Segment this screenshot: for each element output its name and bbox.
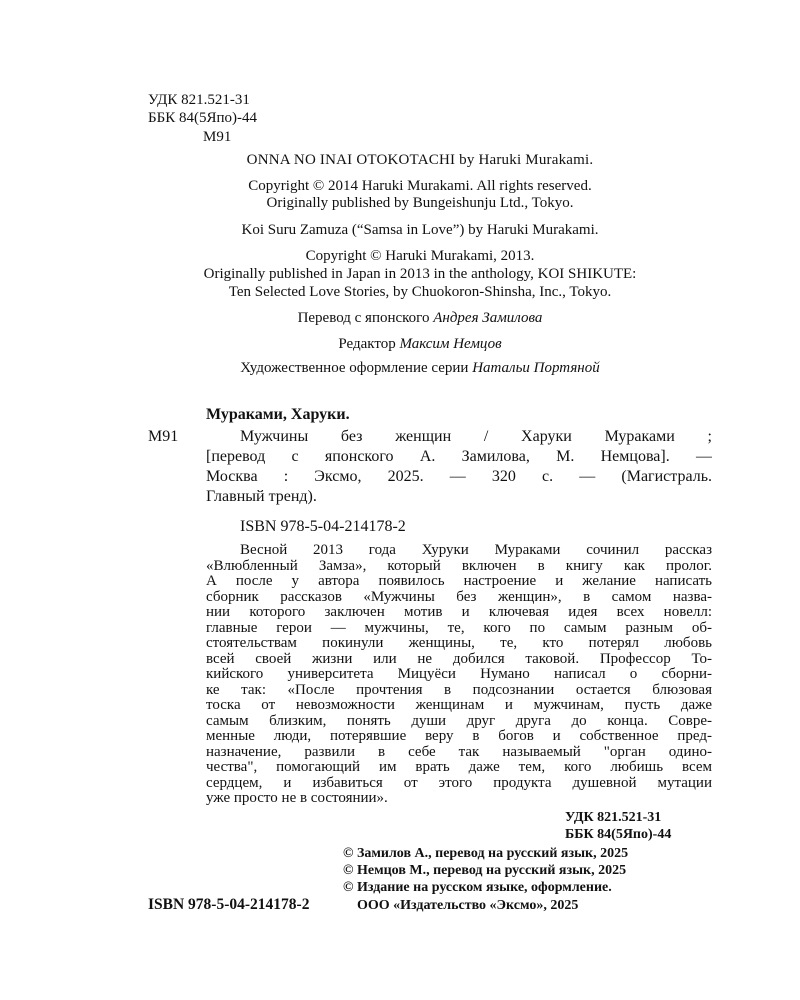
translation-credit bbox=[140, 309, 700, 327]
footer-isbn: ISBN 978-5-04-214178-2 bbox=[148, 896, 310, 913]
editor-name: Максим Немцов bbox=[399, 336, 502, 352]
design-credit bbox=[140, 359, 700, 377]
annotation-line: А после у автора появилось настроение и желание написать bbox=[206, 573, 712, 589]
editor-label: Редактор bbox=[338, 336, 400, 352]
annotation-line: назначение, развили в себе так называемый "орган одино- bbox=[206, 743, 712, 760]
original-title-line: ONNA NO INAI OTOKOTACHI by Haruki Murakami. bbox=[246, 152, 594, 168]
published-japan: Originally published in Japan in 2013 in the anthology, KOI SHIKUTE: bbox=[203, 266, 637, 282]
published-bungeishunju: Originally published by Bungeishunju Ltd., Tokyo. bbox=[266, 195, 574, 211]
designer-name: Натальи Портяной bbox=[472, 360, 600, 376]
annotation-line: менные люди, потерявшие веру в богов и собственное пред- bbox=[206, 728, 712, 744]
annotation-line: сборник рассказов «Мужчины без женщин», в самом назва- bbox=[206, 588, 712, 605]
catalog-isbn: ISBN 978-5-04-214178-2 bbox=[240, 518, 406, 535]
editor-credit bbox=[140, 335, 700, 353]
annotation-line: «Влюбленный Замза», который включен в книгу как пролог. bbox=[206, 557, 712, 574]
copyright-line: © Немцов М., перевод на русский язык, 2025 bbox=[343, 863, 627, 878]
annotation-line: тоска от невозможности женщинам и мужчинам, пусть даже bbox=[206, 697, 712, 713]
copyright-2014: Copyright © 2014 Haruki Murakami. All rights reserved. bbox=[248, 178, 592, 194]
footer-udk: УДК 821.521-31 bbox=[565, 810, 662, 825]
copyright-2013: Copyright © Haruki Murakami, 2013. bbox=[305, 248, 535, 264]
annotation-line: главные герои — мужчины, те, кого по самым разным об- bbox=[206, 619, 712, 636]
annotation-line: кийского университета Мицуёси Нумано написал о сборни- bbox=[206, 666, 712, 682]
copyright-line: © Издание на русском языке, оформление. bbox=[343, 880, 612, 895]
annotation-line: самым близким, понять души друг друга до конца. Совре- bbox=[206, 712, 712, 729]
annotation-line: всей своей жизни или не добился таковой. Профессор То- bbox=[206, 650, 712, 667]
samsa-line: Koi Suru Zamuza (“Samsa in Love”) by Haruki Murakami. bbox=[241, 222, 599, 238]
annotation-line: нии которого заключен мотив и ключевая идея всех новелл: bbox=[206, 604, 712, 620]
catalog-line: [перевод с японского А. Замилова, М. Немцова]. — bbox=[206, 448, 712, 465]
bbk-code: ББК 84(5Япо)-44 bbox=[148, 110, 257, 126]
annotation-line: сердцем, и избавиться от этого продукта душевной мутации bbox=[206, 774, 712, 791]
copyright-line: © Замилов А., перевод на русский язык, 2025 bbox=[343, 846, 629, 861]
copyright-line: ООО «Издательство «Эксмо», 2025 bbox=[357, 898, 579, 913]
translator-name: Андрея Замилова bbox=[433, 310, 543, 326]
annotation-line: Весной 2013 года Хуруки Мураками сочинил рассказ bbox=[240, 542, 712, 558]
udk-code: УДК 821.521-31 bbox=[148, 92, 250, 108]
catalog-line: Москва : Эксмо, 2025. — 320 с. — (Магистраль. bbox=[206, 468, 712, 485]
ten-selected-line: Ten Selected Love Stories, by Chuokoron-Shinsha, Inc., Tokyo. bbox=[228, 284, 612, 300]
catalog-line: Мужчины без женщин / Харуки Мураками ; bbox=[240, 428, 712, 445]
annotation-line: уже просто не в состоянии». bbox=[206, 790, 388, 806]
annotation-line: стоятельствам покинули женщины, те, кто потерял любовь bbox=[206, 635, 712, 651]
catalog-line: Главный тренд). bbox=[206, 488, 317, 505]
annotation-line: чества", помогающий им врать даже тем, кого любишь всем bbox=[206, 759, 712, 775]
catalog-mark: М91 bbox=[148, 428, 179, 445]
translation-label: Перевод с японского bbox=[297, 310, 434, 326]
annotation-line: ке так: «После прочтения в подсознании остается блюзовая bbox=[206, 681, 712, 698]
design-label: Художественное оформление серии bbox=[240, 360, 473, 376]
author-mark: М91 bbox=[203, 129, 232, 145]
footer-bbk: ББК 84(5Япо)-44 bbox=[565, 827, 672, 842]
catalog-author: Мураками, Харуки. bbox=[206, 406, 350, 423]
